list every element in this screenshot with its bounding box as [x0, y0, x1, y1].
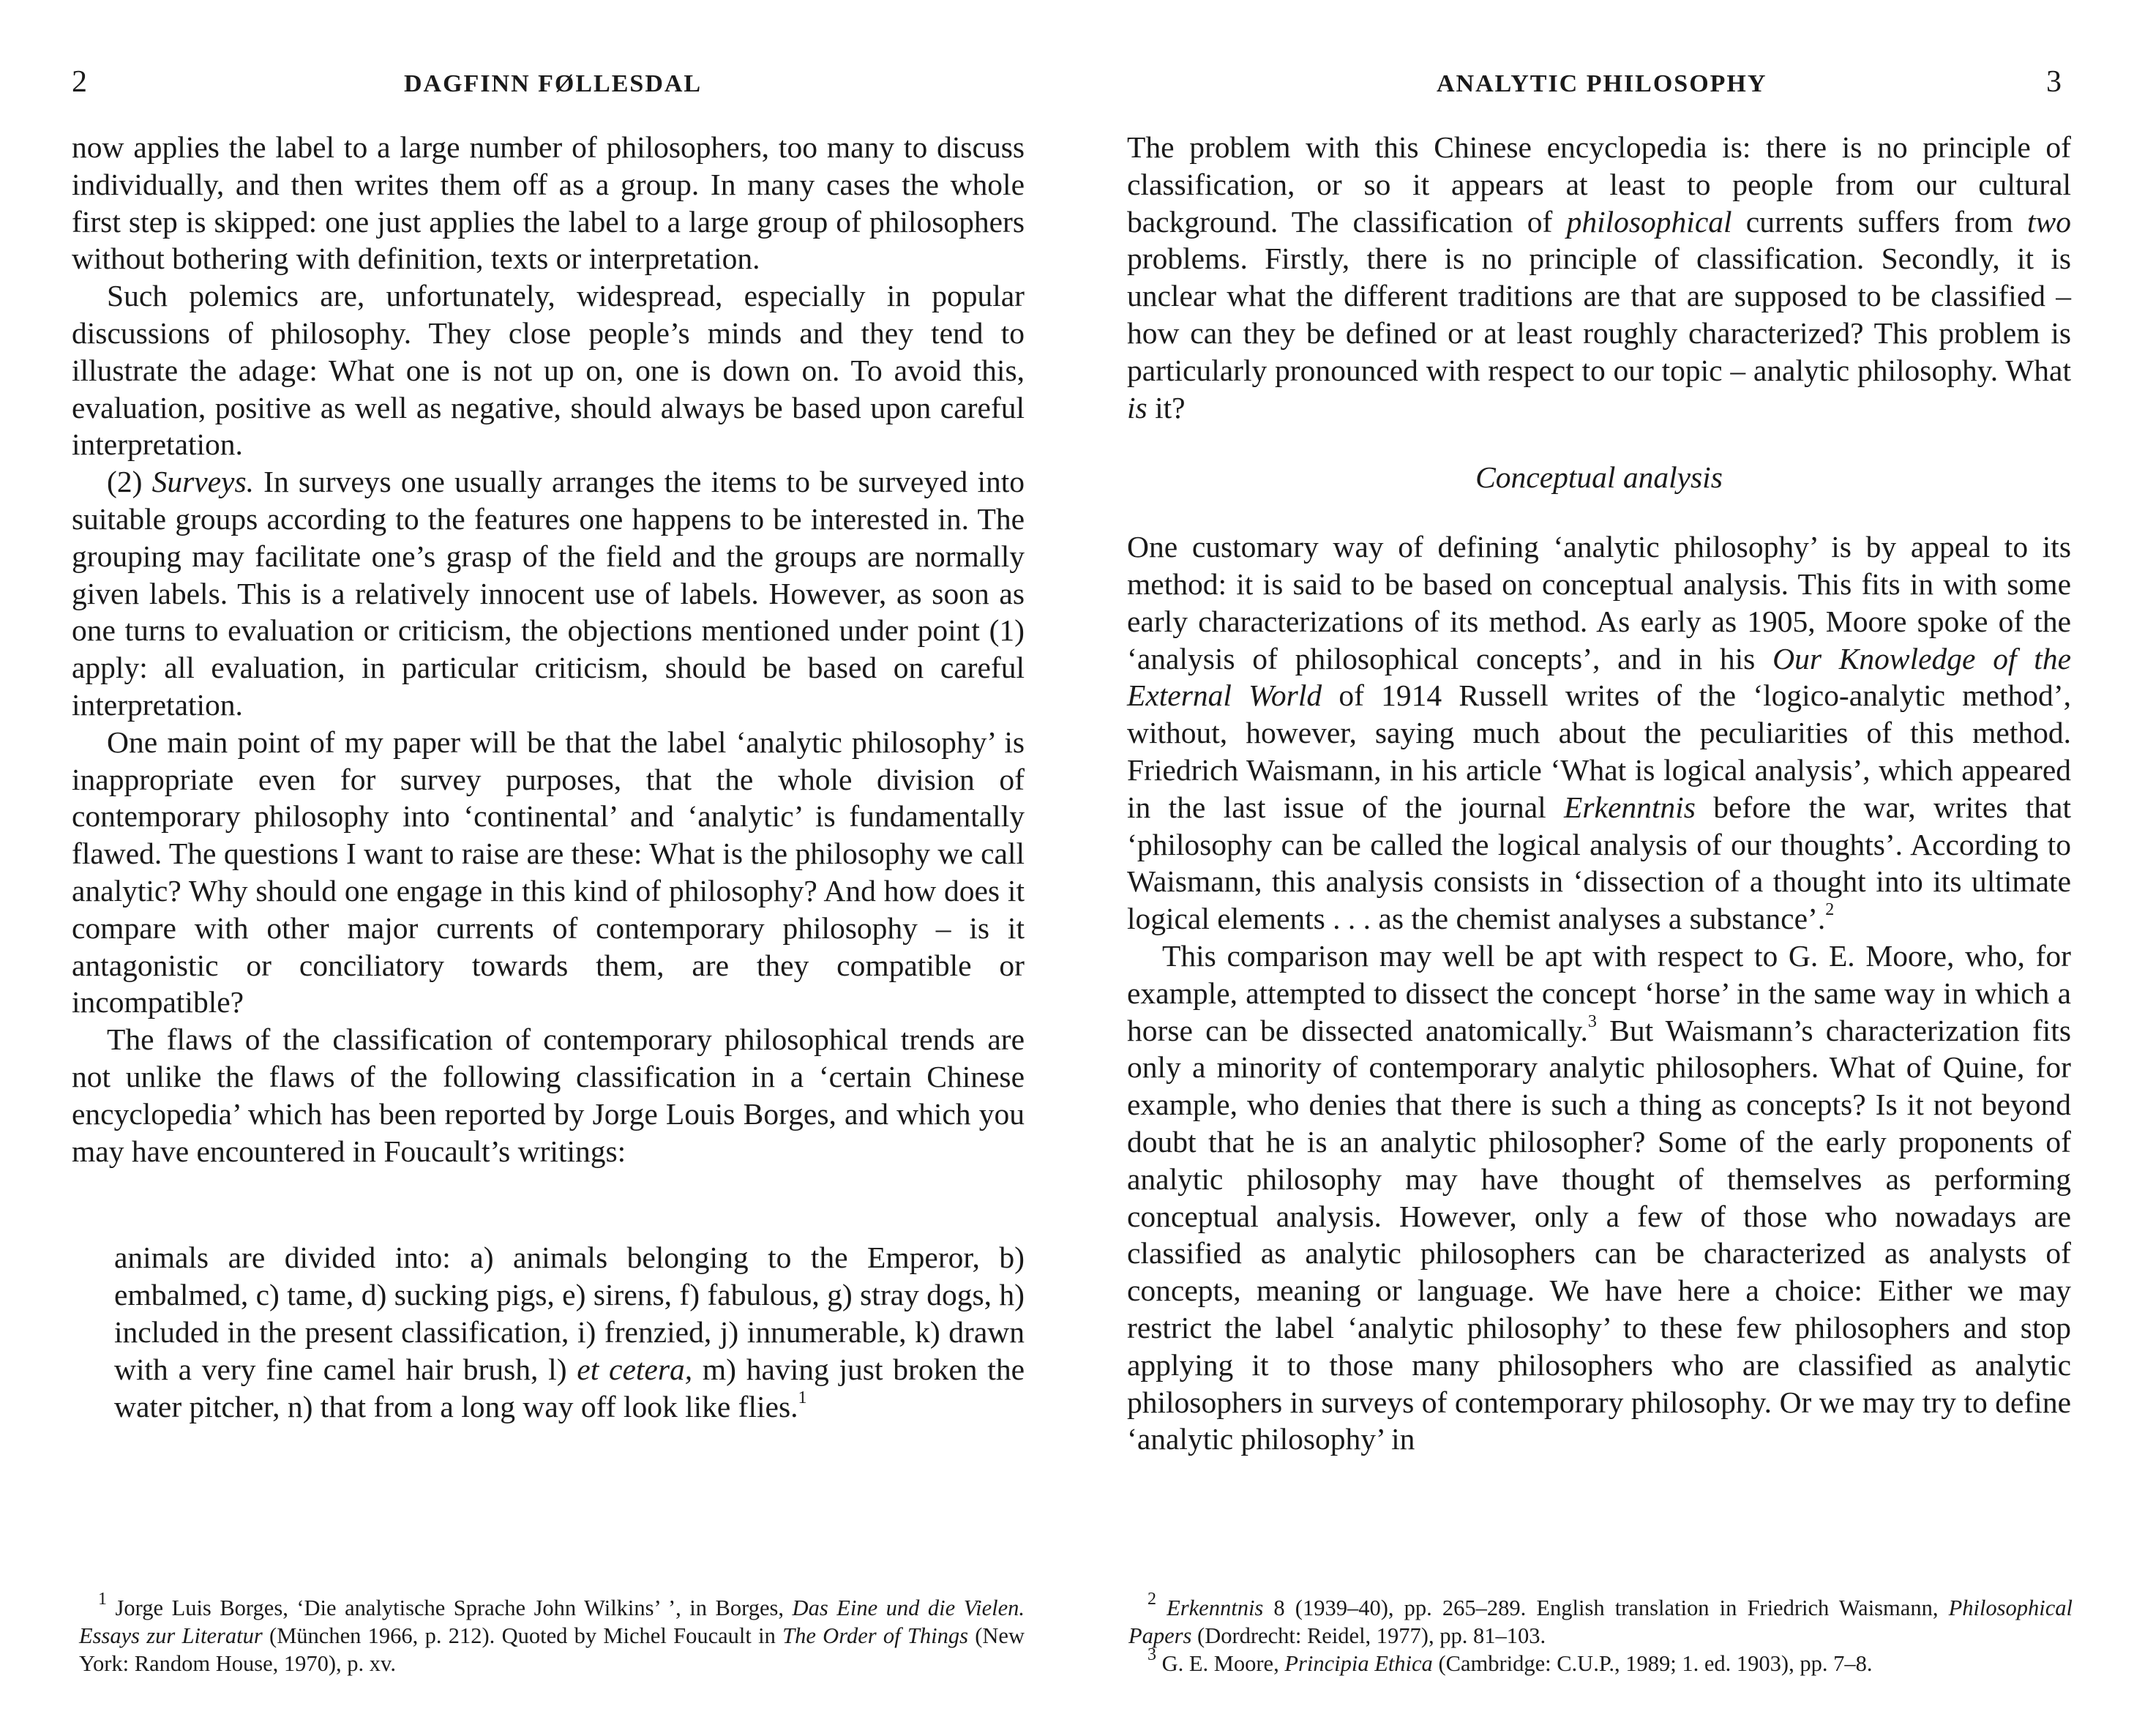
- footnote-marker: 2: [1148, 1589, 1156, 1609]
- cited-title: The Order of Things: [782, 1623, 968, 1648]
- paragraph-text: This comparison may well be apt with respect to G. E. Moore, who, for example, attempted to dissect the concept ‘horse’ in the same way in which a horse can be dissected anatomically.: [1127, 938, 2071, 1047]
- page-number: 2: [72, 65, 87, 99]
- footnotes: [1128, 1589, 2073, 1677]
- paragraph-text: before the war, writes that ‘philosophy can be called the logical analysis of our thoughts’. According to Waismann, this analysis consists in ‘dissection of a thought into its ultimate logical elements . . . as the chemist analyses a substance’.: [1127, 790, 2071, 936]
- footnote-marker: 1: [98, 1589, 107, 1609]
- footnote: [79, 1589, 1025, 1677]
- footnote-text: (München 1966, p. 212). Quoted by Michel Foucault in: [262, 1623, 783, 1648]
- footnotes: [79, 1589, 1025, 1677]
- cited-title: Principia Ethica: [1284, 1651, 1433, 1676]
- paragraph: One main point of my paper will be that the label ‘analytic philosophy’ is inappropriate even for survey purposes, that the whole division of contemporary philosophy into ‘continental’ and ‘analytic’ is fundamentally flawed. The questions I want to raise are these: What is the philosophy we call analytic? Why should one engage in this kind of philosophy? And how does it compare with other major currents of contemporary philosophy – is it antagonistic or conciliatory towards them, are they compatible or incompatible?: [72, 725, 1025, 1019]
- paragraph-text: currents suffers from: [1731, 204, 2028, 239]
- paragraph: [1127, 938, 2071, 1458]
- running-head: ANALYTIC PHILOSOPHY: [1437, 70, 1767, 97]
- emphasis: Surveys.: [151, 465, 254, 499]
- paragraph: Such polemics are, unfortunately, widespread, especially in popular discussions of philosophy. They close people’s minds and they tend to illustrate the adage: What one is not up on, one is down on. To avoid this, evaluation, positive as well as negative, should always be based upon careful interpretation.: [72, 279, 1025, 462]
- emphasis: is: [1127, 390, 1148, 424]
- cited-title: Our Knowledge of the External World: [1127, 641, 2071, 713]
- point-number: (2): [107, 465, 152, 499]
- footnote-marker: 3: [1148, 1645, 1156, 1664]
- quote-text: m) having just broken the water pitcher, n) that from a long way off look like flies.: [114, 1352, 1025, 1423]
- right-page: [1067, 0, 2134, 1736]
- paragraph-text: But Waismann’s characterization fits only a minority of contemporary analytic philosophers. What of Quine, for example, who denies that there is such a thing as concepts? Is it not beyond doubt that he is an analytic philosopher? Some of the early proponents of analytic philosophy may have thought of themselves as performing conceptual analysis. However, only a few of those who nowadays are classified as analytic philosophers can be characterized as analysts of concepts, meaning or language. We have here a choice: Either we may restrict the label ‘analytic philosophy’ to these few philosophers and stop applying it to those many philosophers who are classified as analytic philosophers in surveys of contemporary philosophy. Or we may try to define ‘analytic philosophy’ in: [1127, 1013, 2072, 1456]
- body-text: [1127, 129, 2071, 1458]
- footnote: [1128, 1589, 2073, 1650]
- paragraph-text: One customary way of defining ‘analytic philosophy’ is by appeal to its method: it is said to be based on conceptual analysis. This fits in with some early characterizations of its method. As early as 1905, Moore spoke of the ‘analysis of philosophical concepts’, and in his: [1127, 530, 2071, 676]
- body-text: [72, 129, 1025, 1425]
- footnote-ref[interactable]: 2: [1825, 900, 1835, 920]
- footnote-text: Jorge Luis Borges, ‘Die analytische Sprache John Wilkins’ ’, in Borges,: [107, 1595, 793, 1620]
- paragraph: [72, 463, 1025, 724]
- cited-title: Erkenntnis: [1167, 1595, 1264, 1620]
- emphasis: philosophical: [1566, 204, 1732, 239]
- paragraph-text: it?: [1147, 390, 1186, 424]
- footnote-text: 8 (1939–40), pp. 265–289. English translation in Friedrich Waismann,: [1263, 1595, 1949, 1620]
- footnote-text: G. E. Moore,: [1156, 1651, 1285, 1676]
- paragraph-text: The problem with this Chinese encyclopedia is: there is no principle of classification, or so it appears at least to people from our cultural background. The classification of: [1127, 130, 2071, 239]
- paragraph: [1127, 528, 2071, 938]
- cited-title: Erkenntnis: [1564, 790, 1696, 824]
- cited-title: Das Eine und die Vielen. Essays zur Literatur: [79, 1595, 1025, 1648]
- page-number: 3: [2046, 65, 2062, 99]
- footnote-ref[interactable]: 1: [798, 1388, 807, 1407]
- cited-title: Philosophical Papers: [1128, 1595, 2073, 1648]
- emphasis: et cetera,: [577, 1352, 693, 1386]
- footnote-text: (Dordrecht: Reidel, 1977), pp. 81–103.: [1191, 1623, 1546, 1648]
- footnote-text: (New York: Random House, 1970), p. xv.: [79, 1623, 1025, 1676]
- running-head: DAGFINN FØLLESDAL: [404, 70, 703, 97]
- paragraph-text: problems. Firstly, there is no principle of classification. Secondly, it is unclear what the different traditions are that are supposed to be classified – how can they be defined or at least roughly characterized? This problem is particularly pronounced with respect to our topic – analytic philosophy. What: [1127, 242, 2071, 387]
- paragraph: The flaws of the classification of contemporary philosophical trends are not unlike the flaws of the following classification in a ‘certain Chinese encyclopedia’ which has been reported by Jorge Louis Borges, and which you may have encountered in Foucault’s writings:: [72, 1022, 1025, 1168]
- quote-text: animals are divided into: a) animals belonging to the Emperor, b) embalmed, c) tame, d) sucking pigs, e) sirens, f) fabulous, g) stray dogs, h) included in the present classification, i) frenzied, j) innumerable, k) drawn with a very fine camel hair brush, l): [114, 1241, 1025, 1386]
- block-quote: [114, 1239, 1025, 1425]
- section-heading: Conceptual analysis: [1475, 460, 1723, 495]
- footnote: [1128, 1645, 2073, 1677]
- paragraph-text: of 1914 Russell writes of the ‘logico-analytic method’, without, however, saying much about the peculiarities of this method. Friedrich Waismann, in his article ‘What is logical analysis’, which appeared in the last issue of the journal: [1127, 678, 2071, 824]
- footnote-text: (Cambridge: C.U.P., 1989; 1. ed. 1903), pp. 7–8.: [1432, 1651, 1873, 1676]
- paragraph-text: In surveys one usually arranges the items to be surveyed into suitable groups according to the features one happens to be interested in. The grouping may facilitate one’s grasp of the field and the groups are normally given labels. This is a relatively innocent use of labels. However, as soon as one turns to evaluation or criticism, the objections mentioned under point (1) apply: all evaluation, in particular criticism, should be based on careful interpretation.: [72, 465, 1025, 722]
- paragraph: [1127, 129, 2071, 426]
- emphasis: two: [2027, 204, 2072, 239]
- paragraph: now applies the label to a large number of philosophers, too many to discuss individually, and then writes them off as a group. In many cases the whole first step is skipped: one just applies the label to a large group of philosophers without bothering with definition, texts or interpretation.: [72, 130, 1025, 276]
- footnote-ref[interactable]: 3: [1587, 1011, 1597, 1031]
